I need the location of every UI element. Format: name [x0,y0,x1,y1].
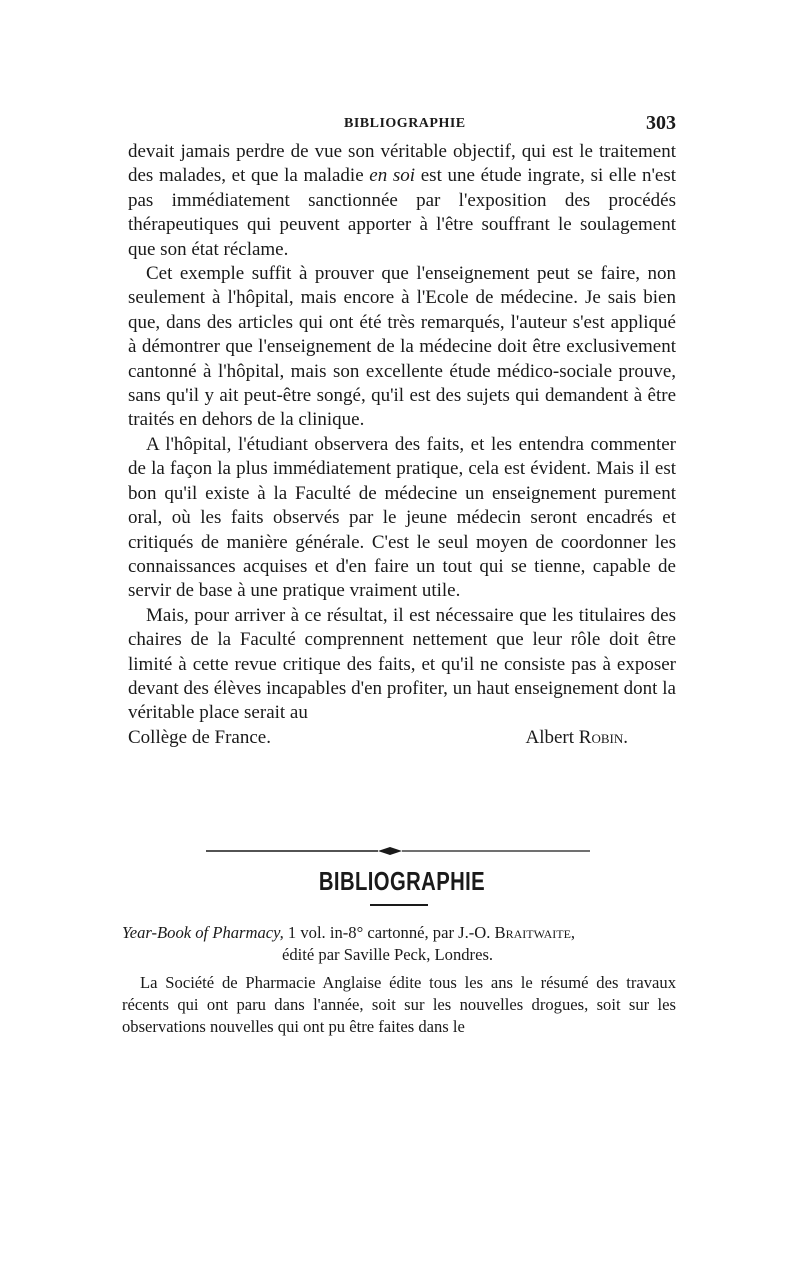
running-title: BIBLIOGRAPHIE [344,116,466,131]
paragraph-1-text: devait jamais perdre de vue son véritable objectif, qui est le traitement des malades, et que la maladie [128,141,676,187]
article-body [128,140,676,750]
paragraph-1-emphasis: en soi [369,165,416,187]
page [128,112,676,750]
section-title: BIBLIOGRAPHIE [318,866,486,896]
entry-citation [122,922,676,944]
signature-first-name: Albert [525,726,579,748]
paragraph-4: Mais, pour arriver à ce résultat, il est nécessaire que les titulaires des chaires de la Faculté comprennent nettement que leur rôle doit être limité à cette revue critique des faits, et qu'il ne consiste pas à exposer devant des élèves incapables d'en profiter, un haut enseignement dont la véritable place serait au [128,604,676,724]
signature-line [128,726,676,750]
ornamental-divider [206,844,590,858]
paragraph-1-end: est une étude ingrate, si elle n'est pas immédiatement sanctionnée par l'exposition des procédés thérapeutiques qui peuvent apporter à l'être souffrant le soulagement que son état réclame. [128,165,677,260]
page-number: 303 [646,112,676,134]
paragraph-4-last-line: Collège de France. [128,726,271,748]
bibliography-entry [122,922,676,1038]
title-rule [370,904,428,906]
paragraph-2: Cet exemple suffit à prouver que l'enseignement peut se faire, non seulement à l'hôpital, mais encore à l'Ecole de médecine. Je sais bien que, dans des articles qui ont été très remarqués, l'auteur s'est appliqué à démontrer que l'enseignement de la médecine doit être exclusivement cantonné à l'hôpital, mais son excellente étude médico-sociale prouve, sans qu'il y ait peut-être songé, qu'il est des sujets qui demandent à être traités en dehors de la clinique. [128,263,676,431]
book-author: Braitwaite, [494,923,576,942]
book-details: 1 vol. in-8° cartonné, par J.-O. [283,923,495,942]
signature-last-name: Robin. [578,726,628,748]
paragraph-1 [128,140,676,262]
divider-ornament-icon [378,847,402,855]
author-signature [526,726,677,750]
entry-summary: La Société de Pharmacie Anglaise édite tous les ans le résumé des travaux récents qui ont paru dans l'année, soit sur les nouvelles drogues, soit sur les observations nouvelles qui ont pu être faites dans le [122,973,676,1036]
book-publisher: édité par Saville Peck, Londres. [282,945,494,964]
paragraph-3: A l'hôpital, l'étudiant observera des faits, et les entendra commenter de la façon la plus immédiatement pratique, cela est évident. Mais il est bon qu'il existe à la Faculté de médecine un enseignement purement oral, où les faits observés par le jeune médecin seront encadrés et critiqués de manière générale. C'est le seul moyen de coordonner les connaissances acquises et d'en faire un tout qui se tienne, capable de servir de base à une pratique vraiment utile. [128,433,676,602]
running-head [128,112,676,140]
book-title: Year-Book of Pharmacy, [122,923,284,942]
